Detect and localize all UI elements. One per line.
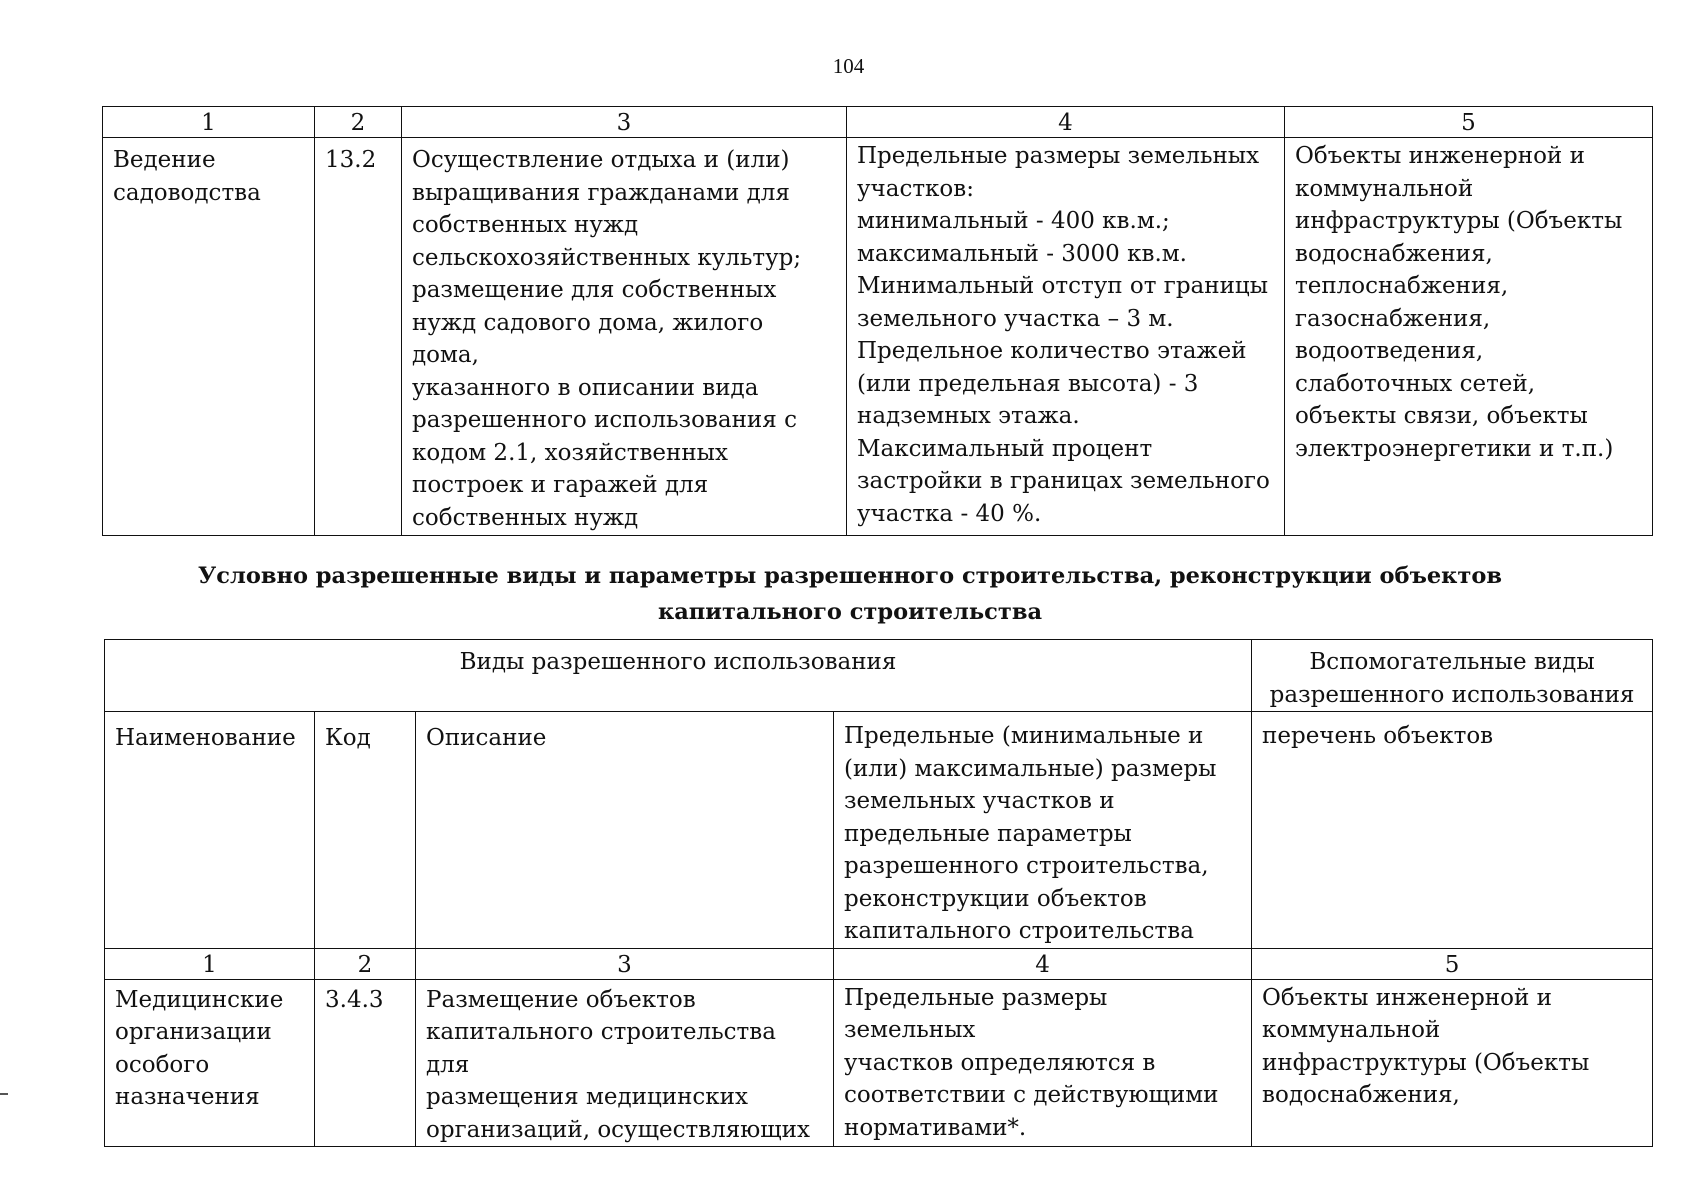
header-permitted-uses: Виды разрешенного использования [105,640,1252,712]
column-number: 5 [1252,948,1653,979]
table-row [105,979,1653,1147]
column-number: 1 [103,107,315,138]
use-code-cell: 13.2 [315,138,402,536]
column-number: 3 [402,107,847,138]
column-number: 5 [1285,107,1653,138]
subheader-objects: перечень объектов [1252,712,1653,949]
use-description-cell: Размещение объектов капитального строительства для размещения медицинских организаций, осуществляющих [416,979,834,1147]
page-number: 104 [832,54,865,78]
subheader-code: Код [315,712,416,949]
scan-edge-mark [0,1093,8,1095]
subheader-description: Описание [416,712,834,949]
column-number-row [103,107,1653,138]
subheader-parameters: Предельные (минимальные и (или) максимальные) размеры земельных участков и предельные параметры разрешенного строительства, реконструкции объектов капитального строительства [834,712,1252,949]
column-number: 4 [834,948,1252,979]
subheader-name: Наименование [105,712,315,949]
use-parameters-cell: Предельные размеры земельных участков: минимальный - 400 кв.м.; максимальный - 3000 кв.м. Минимальный отступ от границы земельного участка – 3 м. Предельное количество этажей (или предельная высота) - 3 надземных этажа. Максимальный процент застройки в границах земельного участка - 40 %. [847,138,1285,536]
header-auxiliary-uses: Вспомогательные виды разрешенного использования [1252,640,1653,712]
conditional-uses-table [104,639,1653,1147]
subheader-row [105,712,1653,949]
use-name-cell: Ведение садоводства [103,138,315,536]
column-number: 2 [315,948,416,979]
column-number: 2 [315,107,402,138]
column-number: 1 [105,948,315,979]
use-parameters-cell: Предельные размеры земельных участков определяются в соответствии с действующими нормативами*. [834,979,1252,1147]
section-title: Условно разрешенные виды и параметры разрешенного строительства, реконструкции объектов капитального строительства [198,563,1502,625]
use-description-cell: Осуществление отдыха и (или) выращивания гражданами для собственных нужд сельскохозяйственных культур; размещение для собственных нужд садового дома, жилого дома, указанного в описании вида разрешенного использования с кодом 2.1, хозяйственных построек и гаражей для собственных нужд [402,138,847,536]
header-row [105,640,1653,712]
table-row [103,138,1653,536]
auxiliary-uses-cell: Объекты инженерной и коммунальной инфраструктуры (Объекты водоснабжения, теплоснабжения, газоснабжения, водоотведения, слаботочных сетей, объекты связи, объекты электроэнергетики и т.п.) [1285,138,1653,536]
use-code-cell: 3.4.3 [315,979,416,1147]
column-number: 3 [416,948,834,979]
column-number-row [105,948,1653,979]
use-name-cell: Медицинские организации особого назначения [105,979,315,1147]
column-number: 4 [847,107,1285,138]
permitted-uses-table-continued [102,106,1653,536]
auxiliary-uses-cell: Объекты инженерной и коммунальной инфраструктуры (Объекты водоснабжения, [1252,979,1653,1147]
